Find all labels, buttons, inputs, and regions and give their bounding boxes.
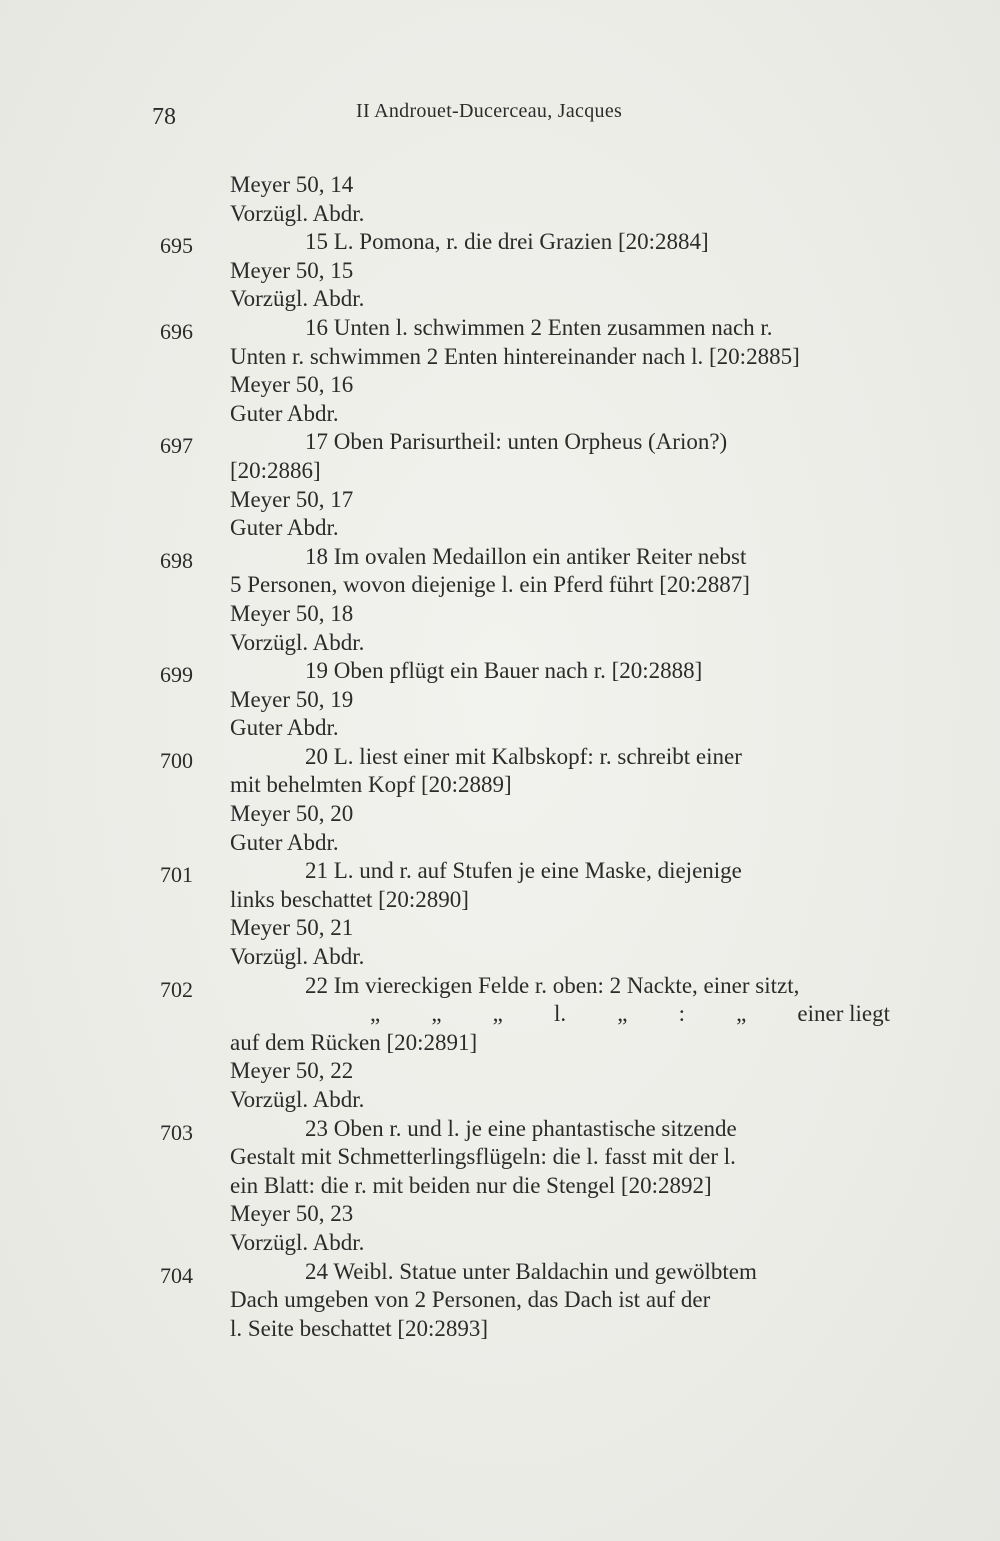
line-text: Gestalt mit Schmetterlingsflügeln: die l. fasst mit der l. [230,1144,736,1170]
entry-number: 704 [160,1262,193,1288]
line-text: Guter Abdr. [230,400,339,426]
entry-number: 700 [160,747,193,773]
line-text: Meyer 50, 22 [230,1058,354,1084]
text-line [0,171,1000,200]
text-line [0,600,1000,629]
line-text: Meyer 50, 14 [230,172,354,197]
entry-number: 702 [160,976,193,1002]
text-line [0,571,1000,600]
ditto-marks [370,1000,890,1029]
line-text: Meyer 50, 18 [230,600,354,626]
text-line [0,1057,1000,1086]
ditto-line [0,1000,1000,1029]
line-text: Unten r. schwimmen 2 Enten hintereinander nach l. [20:2885] [230,343,800,369]
text-line [0,200,1000,229]
text-line [0,1315,1000,1344]
ditto-mark: „ [736,1001,747,1027]
text-line [0,514,1000,543]
line-text: 21 L. und r. auf Stufen je eine Maske, diejenige [305,858,742,884]
text-line [0,886,1000,915]
line-text: 17 Oben Parisurtheil: unten Orpheus (Arion?) [305,429,728,455]
text-line [0,714,1000,743]
line-text: 23 Oben r. und l. je eine phantastische sitzende [305,1115,737,1141]
line-text: [20:2886] [230,457,321,483]
text-line [0,1229,1000,1258]
line-text: Meyer 50, 19 [230,686,354,712]
text-line [0,943,1000,972]
text-line [0,457,1000,486]
line-text: Meyer 50, 20 [230,801,354,827]
line-text: mit behelmten Kopf [20:2889] [230,772,512,798]
entry-number: 696 [160,318,193,344]
entry-first-line [0,1115,1000,1144]
entry-first-line [0,543,1000,572]
text-line [0,1286,1000,1315]
entry-first-line [0,657,1000,686]
line-text: 22 Im viereckigen Felde r. oben: 2 Nackte, einer sitzt, [305,972,800,998]
text-line [0,257,1000,286]
line-text: Vorzügl. Abdr. [230,286,365,312]
line-text: 20 L. liest einer mit Kalbskopf: r. schreibt einer [305,743,742,769]
line-text: Guter Abdr. [230,515,339,541]
line-text: 24 Weibl. Statue unter Baldachin und gewölbtem [305,1258,757,1284]
line-text: Vorzügl. Abdr. [230,1229,365,1255]
entry-first-line [0,428,1000,457]
entry-number: 695 [160,233,193,259]
ditto-mark: „ [370,1001,381,1027]
ditto-mark: „ [492,1001,503,1027]
ditto-mark: „ [617,1001,628,1027]
text-line [0,486,1000,515]
entry-number: 703 [160,1119,193,1145]
line-text: Guter Abdr. [230,715,339,741]
entry-first-line [0,228,1000,257]
text-line [0,285,1000,314]
entry-number: 697 [160,433,193,459]
text-line [0,914,1000,943]
text-line [0,1086,1000,1115]
line-text: Meyer 50, 17 [230,486,354,512]
text-line [0,629,1000,658]
entry-first-line [0,857,1000,886]
line-text: Meyer 50, 21 [230,915,354,941]
page-number: 78 [152,104,176,130]
text-line [0,686,1000,715]
text-line [0,400,1000,429]
line-text: 18 Im ovalen Medaillon ein antiker Reiter nebst [305,543,747,569]
entry-number: 699 [160,662,193,688]
entry-first-line [0,1258,1000,1287]
line-text: 15 L. Pomona, r. die drei Grazien [20:2884] [305,229,709,255]
line-text: 16 Unten l. schwimmen 2 Enten zusammen nach r. [305,314,773,340]
text-line [0,371,1000,400]
text-line [0,1172,1000,1201]
page-header [0,98,1000,132]
line-text: Meyer 50, 23 [230,1201,354,1227]
line-text: Meyer 50, 15 [230,257,354,283]
entry-number: 698 [160,547,193,573]
line-text: l. Seite beschattet [20:2893] [230,1315,489,1341]
entry-first-line [0,743,1000,772]
line-text: 5 Personen, wovon diejenige l. ein Pferd führt [20:2887] [230,572,750,598]
text-line [0,829,1000,858]
text-line [0,1029,1000,1058]
line-text: auf dem Rücken [20:2891] [230,1029,478,1055]
entry-first-line [0,972,1000,1001]
line-text: Vorzügl. Abdr. [230,944,365,970]
line-text: Dach umgeben von 2 Personen, das Dach ist auf der [230,1287,711,1313]
text-line [0,343,1000,372]
ditto-mark: „ [431,1001,442,1027]
text-line [0,771,1000,800]
running-title: II Androuet-Ducerceau, Jacques [356,100,623,122]
line-text: links beschattet [20:2890] [230,886,469,912]
entry-number: 701 [160,862,193,888]
catalogue-entries [0,171,1000,1343]
line-text: Vorzügl. Abdr. [230,629,365,655]
line-text: 19 Oben pflügt ein Bauer nach r. [20:2888] [305,658,703,684]
line-text: Meyer 50, 16 [230,372,354,398]
line-text: Vorzügl. Abdr. [230,1087,365,1112]
ditto-word: einer liegt [797,1001,890,1027]
text-line [0,1143,1000,1172]
ditto-word: : [678,1001,685,1027]
text-line [0,1200,1000,1229]
line-text: Guter Abdr. [230,829,339,855]
ditto-word: l. [553,1001,567,1027]
text-line [0,800,1000,829]
line-text: ein Blatt: die r. mit beiden nur die Stengel [20:2892] [230,1172,712,1198]
entry-first-line [0,314,1000,343]
line-text: Vorzügl. Abdr. [230,200,365,226]
